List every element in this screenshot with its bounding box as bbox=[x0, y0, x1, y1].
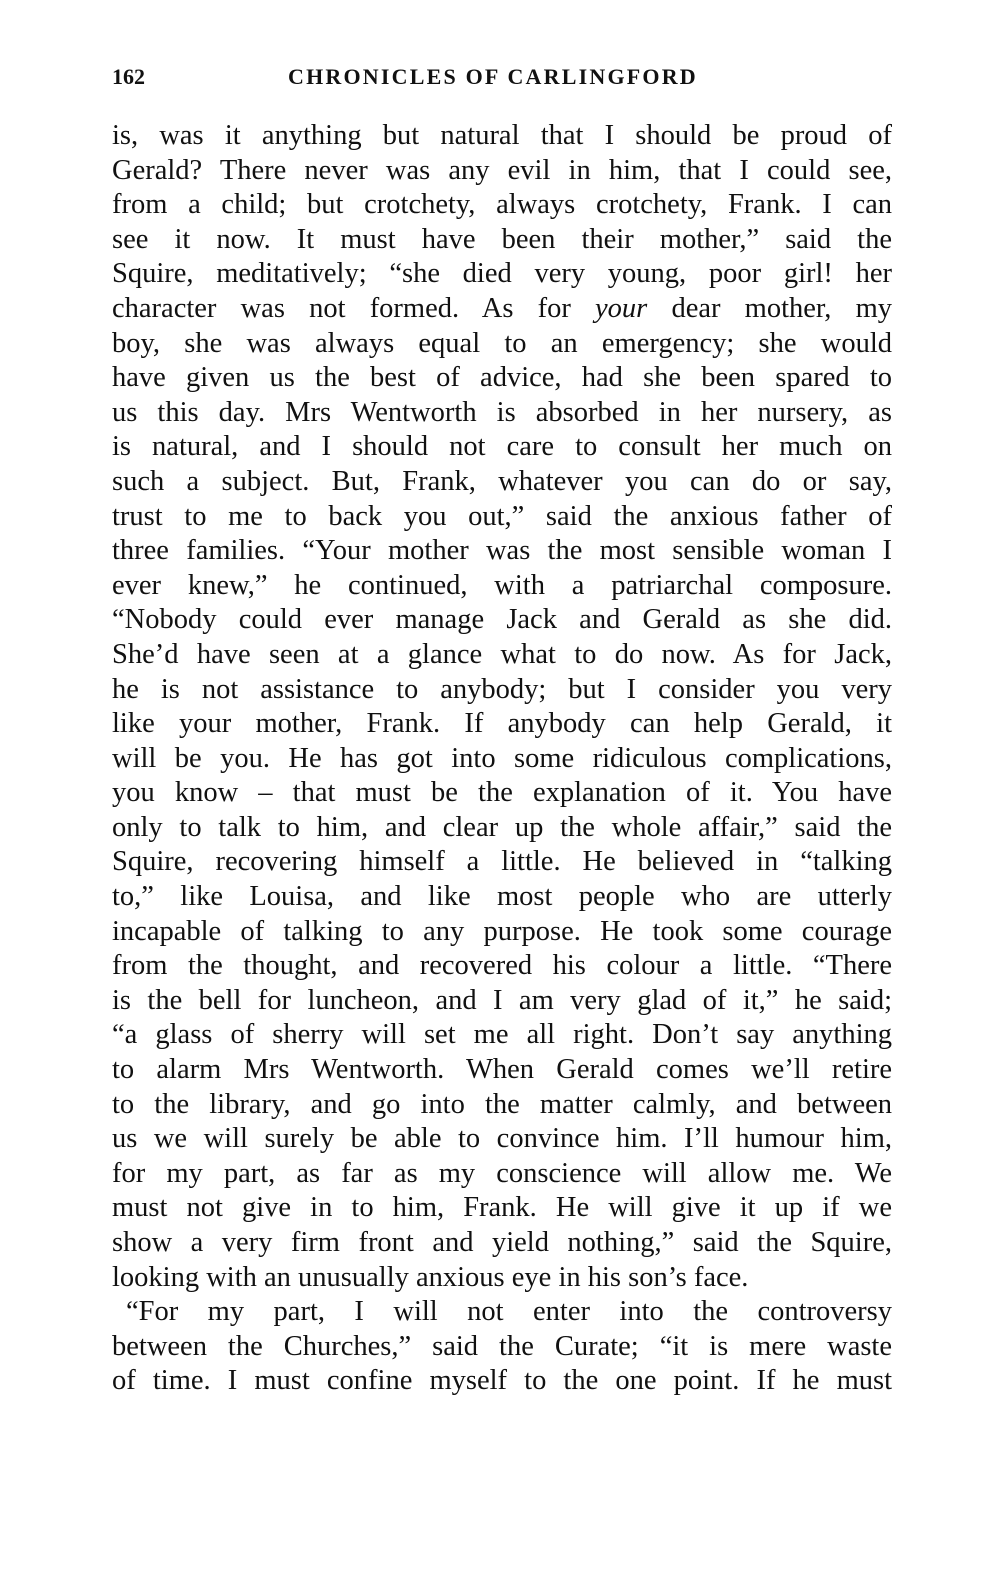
text-line: is natural, and I should not care to consult her much on bbox=[112, 431, 892, 463]
text-line: to,” like Louisa, and like most people who are utterly bbox=[112, 881, 892, 913]
text-line: see it now. It must have been their mother,” said the bbox=[112, 223, 892, 255]
running-header bbox=[112, 60, 892, 100]
text-line: She’d have seen at a glance what to do now. As for Jack, bbox=[112, 638, 892, 670]
text-line: “For my part, I will not enter into the controversy bbox=[126, 1296, 892, 1328]
text-line: to the library, and go into the matter calmly, and between bbox=[112, 1088, 892, 1120]
text-line: have given us the best of advice, had she been spared to bbox=[112, 362, 892, 394]
text-line: “a glass of sherry will set me all right. Don’t say anything bbox=[112, 1019, 892, 1051]
body-text bbox=[112, 119, 892, 1399]
text-line: only to talk to him, and clear up the whole affair,” said the bbox=[112, 811, 892, 843]
text-line: he is not assistance to anybody; but I consider you very bbox=[112, 673, 892, 705]
text-line: “Nobody could ever manage Jack and Gerald as she did. bbox=[112, 604, 892, 636]
text-line: ever knew,” he continued, with a patriarchal composure. bbox=[112, 569, 892, 601]
text-line: for my part, as far as my conscience will allow me. We bbox=[112, 1157, 892, 1189]
running-title: CHRONICLES OF CARLINGFORD bbox=[288, 64, 698, 89]
text-line: show a very firm front and yield nothing,” said the Squire, bbox=[112, 1227, 892, 1258]
text-segment: character was not formed. As for bbox=[112, 292, 596, 324]
text-line: Squire, recovering himself a little. He believed in “talking bbox=[112, 846, 892, 878]
text-line: us this day. Mrs Wentworth is absorbed in her nursery, as bbox=[112, 396, 892, 428]
page-number: 162 bbox=[112, 64, 145, 89]
text-segment: dear mother, my bbox=[647, 292, 892, 324]
emphasis-text: your bbox=[595, 292, 648, 324]
text-line: from a child; but crotchety, always crotchety, Frank. I can bbox=[112, 189, 892, 221]
text-line bbox=[112, 292, 892, 327]
text-line: of time. I must confine myself to the one point. If he must bbox=[112, 1365, 892, 1397]
text-line: Squire, meditatively; “she died very young, poor girl! her bbox=[112, 258, 892, 290]
text-line: looking with an unusually anxious eye in his son’s face. bbox=[112, 1261, 749, 1293]
text-line: will be you. He has got into some ridiculous complications, bbox=[112, 742, 892, 774]
text-line: us we will surely be able to convince him. I’ll humour him, bbox=[112, 1123, 892, 1155]
text-line: Gerald? There never was any evil in him, that I could see, bbox=[112, 154, 892, 186]
text-line: is the bell for luncheon, and I am very glad of it,” he said; bbox=[112, 984, 892, 1016]
text-line: trust to me to back you out,” said the anxious father of bbox=[112, 500, 892, 532]
text-line: boy, she was always equal to an emergency; she would bbox=[112, 327, 892, 359]
text-line: is, was it anything but natural that I should be proud of bbox=[112, 120, 892, 151]
text-line: three families. “Your mother was the most sensible woman I bbox=[112, 535, 892, 567]
text-line: from the thought, and recovered his colour a little. “There bbox=[112, 950, 892, 982]
text-line: like your mother, Frank. If anybody can help Gerald, it bbox=[112, 708, 892, 740]
text-line: between the Churches,” said the Curate; “it is mere waste bbox=[112, 1330, 892, 1362]
text-line: incapable of talking to any purpose. He took some courage bbox=[112, 915, 892, 947]
text-line: such a subject. But, Frank, whatever you can do or say, bbox=[112, 465, 892, 497]
text-line: to alarm Mrs Wentworth. When Gerald comes we’ll retire bbox=[112, 1054, 892, 1086]
text-line: must not give in to him, Frank. He will give it up if we bbox=[112, 1192, 892, 1224]
text-line: you know – that must be the explanation of it. You have bbox=[112, 777, 892, 809]
